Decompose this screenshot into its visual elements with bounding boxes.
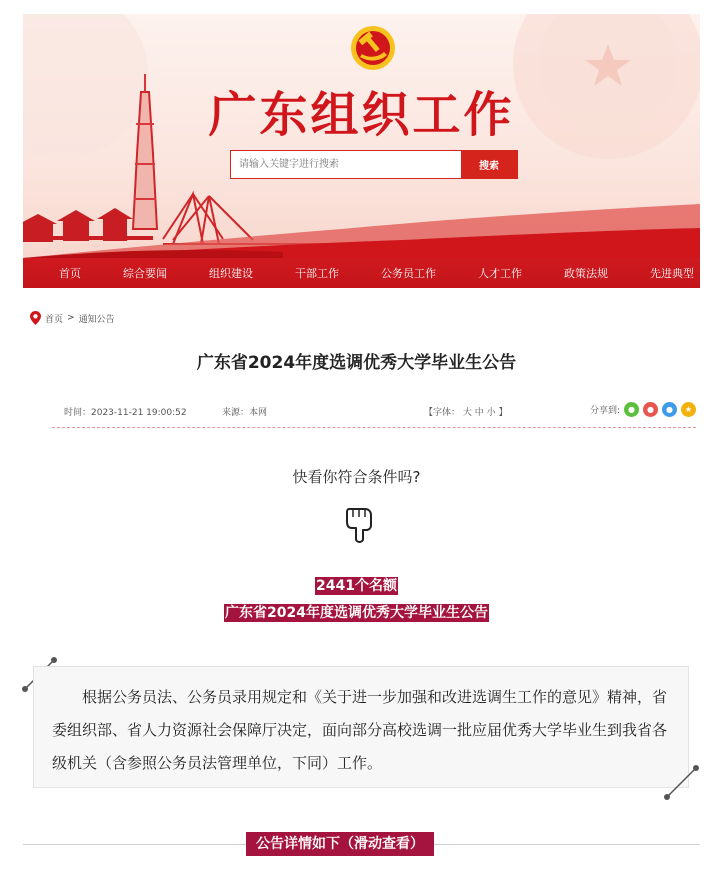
breadcrumb-current[interactable]: 通知公告	[78, 314, 115, 325]
location-pin-icon	[30, 311, 41, 325]
wechat-icon[interactable]: ●	[624, 402, 639, 417]
article-meta	[52, 402, 696, 420]
nav-item-models[interactable]: 先进典型	[650, 267, 694, 280]
breadcrumb	[30, 311, 115, 325]
nav-item-policy[interactable]: 政策法规	[564, 267, 608, 280]
search-input[interactable]	[231, 151, 461, 178]
search-button[interactable]: 搜索	[461, 151, 517, 178]
font-medium-button[interactable]: 中	[474, 408, 484, 418]
font-close: 】	[498, 408, 508, 418]
highlight-count: 2441个名额	[316, 578, 397, 594]
nav-item-home[interactable]: 首页	[59, 267, 81, 280]
article-source: 来源：本网	[222, 408, 268, 418]
qzone-icon[interactable]: ★	[681, 402, 696, 417]
details-label: 公告详情如下（滑动查看）	[246, 832, 434, 856]
font-large-button[interactable]: 大	[462, 408, 472, 418]
share-label: 分享到:	[589, 406, 620, 416]
share-bar	[590, 402, 696, 417]
question-text: 快看你符合条件吗?	[292, 468, 421, 486]
intro-paragraph: 根据公务员法、公务员录用规定和《关于进一步加强和改进选调生工作的意见》精神，省委组织部、省人力资源社会保障厅决定，面向部分高校选调一批应届优秀大学毕业生到我省各级机关（含参照公务员法管理单位，下同）工作。	[52, 688, 668, 772]
highlight-title: 广东省2024年度选调优秀大学毕业生公告	[225, 605, 488, 621]
nav-item-news[interactable]: 综合要闻	[123, 267, 167, 280]
party-emblem-icon	[348, 24, 398, 72]
publish-time: 时间：2023-11-21 19:00:52	[64, 408, 187, 418]
nav-item-cadre[interactable]: 干部工作	[295, 267, 339, 280]
article-title: 广东省2024年度选调优秀大学毕业生公告	[196, 353, 517, 373]
nav-item-talent[interactable]: 人才工作	[478, 267, 522, 280]
highlight-count-row	[0, 575, 713, 595]
main-nav	[23, 258, 700, 288]
qq-icon[interactable]: ●	[662, 402, 677, 417]
corner-decoration-bottom-right	[664, 764, 700, 800]
pointing-hand-icon	[343, 503, 377, 543]
site-title: 广东组织工作	[208, 87, 515, 143]
meta-divider	[52, 427, 696, 428]
intro-box	[33, 666, 689, 788]
site-banner	[23, 14, 700, 288]
nav-item-civil-servant[interactable]: 公务员工作	[381, 267, 436, 280]
nav-item-organization[interactable]: 组织建设	[209, 267, 253, 280]
font-small-button[interactable]: 小	[486, 408, 496, 418]
font-size-selector	[424, 405, 508, 418]
weibo-icon[interactable]: ●	[643, 402, 658, 417]
search-bar	[230, 150, 518, 179]
breadcrumb-separator: >	[67, 313, 75, 323]
font-label: 【字体：	[424, 408, 461, 418]
highlight-title-row	[0, 602, 713, 622]
breadcrumb-home[interactable]: 首页	[45, 314, 64, 325]
